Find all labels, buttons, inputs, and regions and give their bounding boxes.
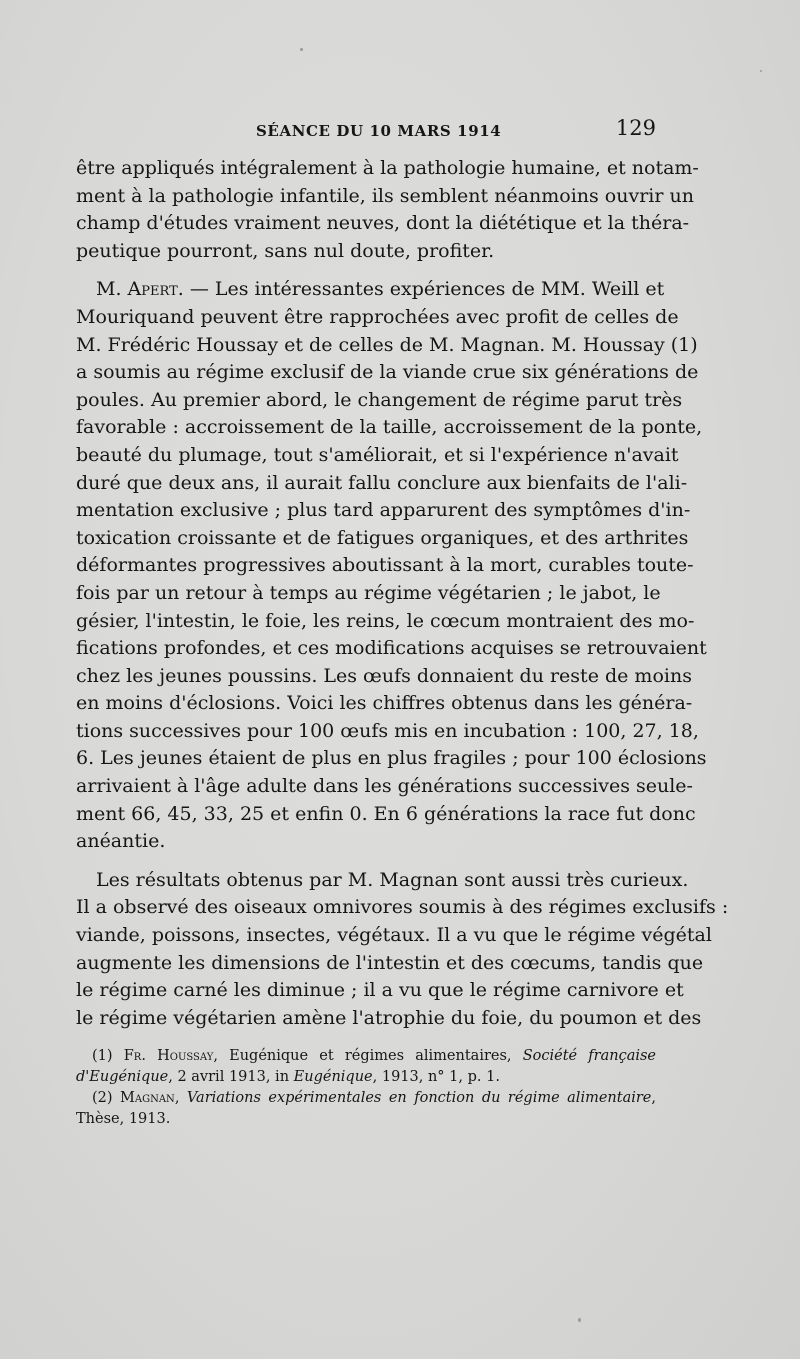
page-header: [76, 116, 656, 146]
footnote-author: Magnan: [120, 1090, 175, 1106]
text-line: champ d'études vraiment neuves, dont la diététique et la théra-: [76, 212, 690, 235]
text-line: poules. Au premier abord, le changement de régime parut très: [76, 388, 683, 411]
text-line: fois par un retour à temps au régime végétarien ; le jabot, le: [76, 581, 661, 604]
text-line: 6. Les jeunes étaient de plus en plus fragiles ; pour 100 éclosions: [76, 747, 707, 770]
speaker-name: Apert.: [127, 278, 184, 301]
footnote-text: , 2 avril 1913, in: [168, 1069, 294, 1085]
text-line: augmente les dimensions de l'intestin et des cœcums, tandis que: [76, 951, 704, 974]
footnote-text: , 1913, n° 1, p. 1.: [372, 1069, 500, 1085]
footnote-journal: d'Eugénique: [76, 1069, 169, 1085]
paragraph-magnan: [76, 867, 729, 1033]
paragraph-continuation: [76, 155, 699, 265]
footnote-journal: Société française: [522, 1048, 657, 1064]
speaker-line-rest: — Les intéressantes expériences de MM. Weill et: [183, 278, 665, 301]
text-line: duré que deux ans, il aurait fallu conclure aux bienfaits de l'ali-: [76, 471, 688, 494]
text-line-speaker: [76, 276, 665, 304]
footnote-text: , Eugénique et régimes alimentaires,: [213, 1048, 523, 1064]
footnote-marker: (2): [92, 1090, 121, 1106]
text-line: arrivaient à l'âge adulte dans les générations successives seule-: [76, 775, 693, 798]
running-head: SÉANCE DU 10 MARS 1914: [256, 122, 502, 140]
text-line: en moins d'éclosions. Voici les chiffres obtenus dans les généra-: [76, 692, 693, 715]
footnote-journal: Eugénique: [293, 1069, 373, 1085]
footnote-marker: (1): [92, 1048, 124, 1064]
text-line: chez les jeunes poussins. Les œufs donnaient du reste de moins: [76, 664, 692, 687]
text-line: gésier, l'intestin, le foie, les reins, le cœcum montraient des mo-: [76, 609, 695, 632]
text-line: Les résultats obtenus par M. Magnan sont aussi très curieux.: [96, 868, 689, 891]
footnotes: [76, 1046, 656, 1130]
footnote-title: Variations expérimentales en fonction du régime alimentaire: [186, 1090, 652, 1106]
footnote-text: ,: [174, 1090, 187, 1106]
text-line: Mouriquand peuvent être rapprochées avec profit de celles de: [76, 305, 679, 328]
text-line: tions successives pour 100 œufs mis en incubation : 100, 27, 18,: [76, 719, 699, 742]
text-line: M. Frédéric Houssay et de celles de M. Magnan. M. Houssay (1): [76, 333, 698, 356]
text-line: favorable : accroissement de la taille, accroissement de la ponte,: [76, 416, 703, 439]
page-number: 129: [615, 116, 656, 140]
text-line: mentation exclusive ; plus tard apparurent des symptômes d'in-: [76, 499, 691, 522]
text-line: déformantes progressives aboutissant à la mort, curables toute-: [76, 554, 694, 577]
text-line: toxication croissante et de fatigues organiques, et des arthrites: [76, 526, 689, 549]
speaker-prefix: M.: [96, 278, 128, 301]
paper-speck: [300, 48, 303, 51]
footnote-text: ,: [651, 1090, 656, 1106]
text-line: le régime végétarien amène l'atrophie du foie, du poumon et des: [76, 1006, 702, 1029]
text-line: le régime carné les diminue ; il a vu que le régime carnivore et: [76, 979, 684, 1002]
text-line: viande, poissons, insectes, végétaux. Il a vu que le régime végétal: [76, 924, 712, 947]
footnote-2-cont: Thèse, 1913.: [76, 1111, 171, 1127]
paper-speck: [760, 70, 762, 72]
footnote-1: [76, 1046, 656, 1067]
text-line: a soumis au régime exclusif de la viande crue six générations de: [76, 361, 699, 384]
text-line: beauté du plumage, tout s'améliorait, et si l'expérience n'avait: [76, 443, 679, 466]
text-line: être appliqués intégralement à la pathologie humaine, et notam-: [76, 157, 699, 179]
text-line: peutique pourront, sans nul doute, profiter.: [76, 239, 495, 262]
text-line: ment à la pathologie infantile, ils semblent néanmoins ouvrir un: [76, 184, 694, 207]
footnote-1-cont: [76, 1067, 656, 1088]
body-text: [76, 155, 729, 1032]
text-line: ment 66, 45, 33, 25 et enfin 0. En 6 générations la race fut donc: [76, 802, 696, 825]
paper-speck: [578, 1318, 581, 1322]
paragraph-apert: [76, 276, 707, 855]
text-line: fications profondes, et ces modifications acquises se retrouvaient: [76, 637, 707, 660]
footnote-author: Fr. Houssay: [123, 1048, 214, 1064]
text-line: anéantie.: [76, 830, 166, 853]
footnote-2: [76, 1088, 656, 1109]
text-line: Il a observé des oiseaux omnivores soumis à des régimes exclusifs :: [76, 896, 729, 919]
